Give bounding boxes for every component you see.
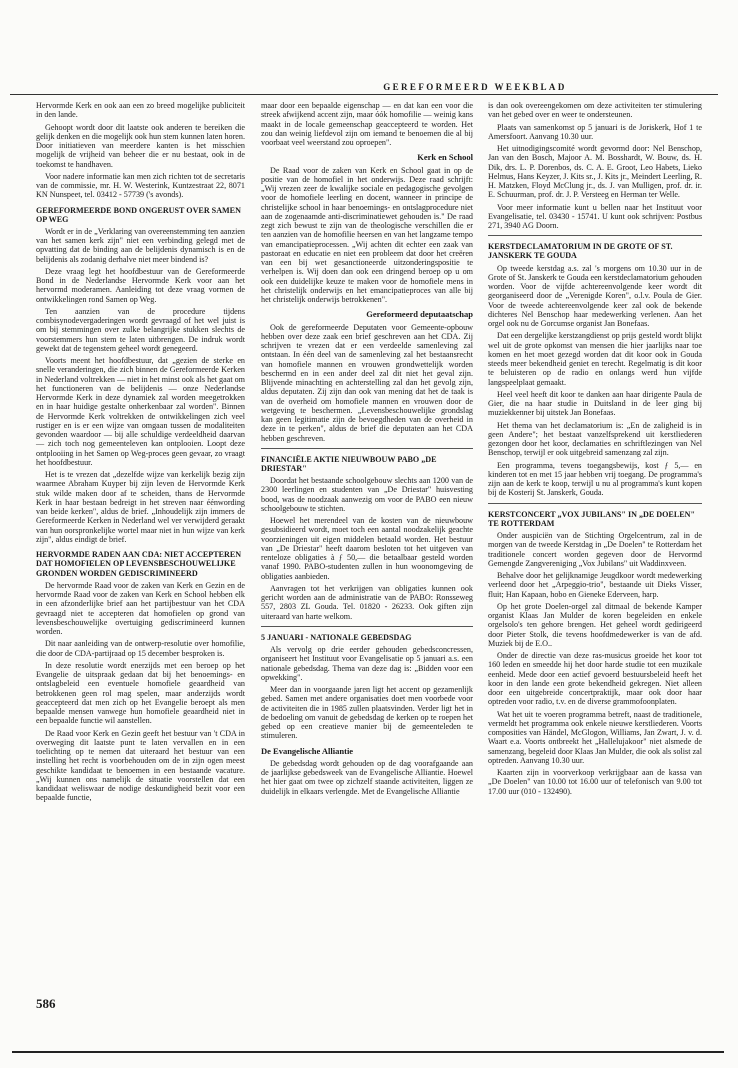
- paragraph: Dit naar aanleiding van de ontwerp-resolutie over homofilie, die door de CDA-partijraad op 15 december besproken is.: [36, 639, 245, 658]
- page-number: 586: [36, 996, 56, 1011]
- paragraph: De Raad voor Kerk en Gezin geeft het bestuur van 't CDA in overweging dit laatste punt te laten vervallen en in een toelichting op te nemen dat uiteraard het bestuur van een instelling het recht is voorbehouden om de in zijn ogen meest geschikte kandidaat te benoemen in een bestaande vacature. „Wij kunnen ons namelijk de situatie voorstellen dat een kandidaat weliswaar de nodige deskundigheid bezit voor een bepaalde functie,: [36, 728, 245, 803]
- paragraph: Onder de directie van deze ras-musicus groeide het koor tot 160 leden en smeedde hij het door harde studie tot een muzikale eenheid. Mede door een actief gevoerd bestuursbeleid heeft het koor in den lande een grote bekendheid gekregen. Niet alleen door een uitgebreide concertpraktijk, maar ook door haar optreden voor radio, t.v. en de diverse grammofoonplaten.: [488, 651, 702, 707]
- paragraph: De Raad voor de zaken van Kerk en School gaat in op de positie van de homofiel in het onderwijs. Deze raad schrijft: „Wij vrezen zeer de kwalijke sociale en pedagogische gevolgen voor de homofiele leerling en docent, wanneer in principe de christelijke school in haar benoemings- en ontslagprocedure niet aan de zogenaamde anti-discriminatiewet gehouden is." De raad zegt zich bewust te zijn van de theologische verschillen die er ten aanzien van de homofilie heersen en van het langzame tempo van emancipatieprocessen. „Wij achten dit echter een zaak van pastoraat en educatie en niet een probleem dat door het creëren van een bij wet gesanctioneerde uitzonderingspositie te verhelpen is. Wij doen dan ook een dringend beroep op u om ook een duidelijke keuze te maken voor de homofiele mens in het christelijk onderwijs en het emancipatieproces van alle bij het christelijk onderwijs betrokkenen".: [261, 165, 473, 304]
- paragraph: Onder auspiciën van de Stichting Orgelcentrum, zal in de morgen van de tweede Kerstdag in „De Doelen" te Rotterdam het traditionele concert worden gegeven door de Hervormd Gemengde Zangvereniging „Vox Jubilans" uit Waddinxveen.: [488, 531, 702, 568]
- paragraph: Heel veel heeft dit koor te danken aan haar dirigente Paula de Gier, die na haar studie in Duitsland in de leer ging bij muziekkenner bij uitstek Jan Bonefaas.: [488, 389, 702, 418]
- subheading: Gereformeerd deputaatschap: [366, 309, 473, 320]
- column-left: [36, 101, 245, 806]
- paragraph: Op het grote Doelen-orgel zal ditmaal de bekende Kamper organist Klaas Jan Mulder de koren begeleiden en enkele orgelsolo's ten gehore brengen. Het geheel wordt gedirigeerd door Pieter Stolk, die tevens hoofdmedewerker is van de afd. Muziek bij de E.O..: [488, 601, 702, 648]
- paragraph: Behalve door het gelijknamige Jeugdkoor wordt medewerking verleend door het „Arpeggio-trio", bestaande uit Dieks Visser, fluit; Han Kapaan, hobo en Gieneke Ederveen, harp.: [488, 571, 702, 599]
- section-heading: GEREFORMEERDE BOND ONGERUST OVER SAMEN OP WEG: [36, 205, 241, 224]
- paragraph: Ook de gereformeerde Deputaten voor Gemeente-opbouw hebben over deze zaak een brief geschreven aan het CDA. Zij schrijven te vrezen dat er een verdeelde samenleving zal ontstaan. In één deel van de samenleving zal het bestaansrecht van homofiele mannen en vrouwen grondwettelijk worden beschermd en in een ander deel zal dit niet het geval zijn. Blijvende minachting en achterstelling zal dan het gevolg zijn, aldus deputaten. Zij zijn dan ook van mening dat het de taak is van de overheid om homofiele mannen en vrouwen door de wetgeving te beschermen. „Levensbeschouwelijke grondslag kan geen legitimatie zijn de bevoegdheden van de overheid in deze in te perken", aldus de brief die deputaten aan het CDA hebben geschreven.: [261, 322, 473, 443]
- column-right: [488, 101, 702, 799]
- section-heading: KERSTCONCERT „VOX JUBILANS" IN „DE DOELEN" TE ROTTERDAM: [488, 509, 695, 528]
- paragraph: Als vervolg op drie eerder gehouden gebedsconcressen, organiseert het Instituut voor Evangelisatie op 5 januari a.s. een nationale gebedsdag. Thema van deze dag is: „Bidden voor een opwekking".: [261, 645, 473, 682]
- paragraph: Het uitnodigingscomité wordt gevormd door: Nel Benschop, Jan van den Bosch, Majoor A. M. Bosshardt, W. Bouw, ds. H. Dik, drs. L. P. Dorenbos, ds. C. A. E. Groot, Leo Habets, Lieko Helmus, Hans Keyzer, J. Kits sr., J. Kits jr., Meindert Leerling, R. H. Matzken, Floyd McClung jr., ds. J. van Mulligen, prof. dr. ir. E. Schuurman, prof. dr. J. P. Versteeg en Herman ter Welle.: [488, 144, 702, 200]
- paragraph: Voorts meent het hoofdbestuur, dat „gezien de sterke en snelle veranderingen, die zich binnen de Gereformeerde Kerken in Nederland voltrekken — niet in het minst ook als het gaat om het functioneren van de belijdenis — onze Nederlandse Hervormde Kerk in deze dynamiek zal worden meegetrokken en in haar huidige gestalte onherkenbaar zal worden". Binnen de Hervormde Kerk voltrekken de ontwikkelingen zich veel rustiger en is er een wijze van omgaan tussen de modaliteiten gevonden waardoor — bij alle schuldige verdeeldheid daarvan — zich toch nog gemeenteleven kan ontplooien. Loopt deze ontplooiing in het Samen op Weg-proces geen gevaar, zo vraagt het hoofdbestuur.: [36, 356, 245, 467]
- paragraph: De gebedsdag wordt gehouden op de dag voorafgaande aan de jaarlijkse gebedsweek van de Evangelische Alliantie. Hoewel het hier gaat om twee op zichzelf staande activiteiten, liggen ze duidelijk in elkaars verlengde. Met de Evangelische Alliantie: [261, 758, 473, 796]
- paragraph: Kaarten zijn in voorverkoop verkrijgbaar aan de kassa van „De Doelen" van 10.00 tot 16.00 uur of telefonisch van 9.00 tot 17.00 uur (010 - 132490).: [488, 768, 702, 796]
- running-header: GEREFORMEERD WEEKBLAD: [383, 82, 567, 92]
- subheading: Kerk en School: [417, 152, 473, 163]
- paragraph: Meer dan in voorgaande jaren ligt het accent op gezamenlijk gebed. Samen met andere organisaties doet men voorbede voor de activiteiten die in 1985 zullen plaatsvinden. Verder ligt het in de bedoeling om vanuit de gebedsdag de kerken op te roepen het gebed op een creatieve manier bij de gemeenteleden te stimuleren.: [261, 685, 473, 741]
- paragraph: Het thema van het declamatorium is: „En de zaligheid is in geen Andere"; het bestaat vanzelfsprekend uit kerstliederen gezongen door het koor, declamaties en schriftlezingen van Nel Benschop, terwijl er ook uitgebreid samenzang zal zijn.: [488, 420, 702, 458]
- section-heading: 5 JANUARI - NATIONALE GEBEDSDAG: [261, 632, 412, 642]
- section-heading: KERSTDECLAMATORIUM IN DE GROTE OF ST. JANSKERK TE GOUDA: [488, 242, 673, 261]
- paragraph: Dat een dergelijke kerstzangdienst op prijs gesteld wordt blijkt wel uit de grote opkomst van mensen die hier jaarlijks naar toe komen en het moet gezegd worden dat dit koor ook in Gouda steeds meer bekendheid geniet en terecht. Regelmatig is dit koor te beluisteren op de radio en onlangs werd hun vijfde langspeelplaat gemaakt.: [488, 331, 702, 387]
- paragraph: Op tweede kerstdag a.s. zal 's morgens om 10.30 uur in de Grote of St. Janskerk te Gouda een kerstdeclamatorium gehouden worden. Voor de vijfde achtereenvolgende keer wordt dit georganiseerd door de „Verenigde Koren", o.l.v. Poula de Gier. Voor de tweede achtereenvolgende keer zal ook de bekende dichteres Nel Benschop haar medewerking verlenen. Aan het orgel ook nu de Gorcumse organist Jan Bonefaas.: [488, 263, 702, 329]
- paragraph: Doordat het bestaande schoolgebouw slechts aan 1200 van de 2300 leerlingen en studenten van „De Driestar" huisvesting bood, was de noodzaak aanwezig om voor de PABO een nieuw schoolgebouw te stichten.: [261, 476, 473, 513]
- paragraph: In deze resolutie wordt enerzijds met een beroep op het Evangelie de uitspraak gedaan dat bij het benoemings- en ontslagbeleid een eventuele homofiele geaardheid van betrokkenen geen rol mag spelen, maar anderzijds wordt geaccepteerd dat men zich op het Evangelie beroept als men bepaalde mensen vanwege hun homofiele geaardheid niet in een bepaalde functie wil aanstellen.: [36, 660, 245, 726]
- paragraph: Hoewel het merendeel van de kosten van de nieuwbouw gesubsidieerd wordt, moet toch een aantal noodzakelijk geachte voorzieningen uit eigen middelen betaald worden. Het bestuur van „De Driestar" heeft daarom besloten tot het uitgeven van renteloze obligaties à ƒ 50,— die betaalbaar gesteld worden vanaf 1990. PABO-studenten zullen in hun woonomgeving de obligaties aanbieden.: [261, 516, 473, 581]
- section-divider: [261, 626, 473, 627]
- paragraph: Hervormde Kerk en ook aan een zo breed mogelijke publiciteit in den lande.: [36, 101, 245, 120]
- section-heading: FINANCIËLE AKTIE NIEUWBOUW PABO „DE DRIESTAR": [261, 454, 437, 473]
- paragraph: maar door een bepaalde eigenschap — en dat kan een voor die streek afwijkend accent zijn, maar óók homofilie — weinig kans maakt in de locale gemeenschap geaccepteerd te worden. Het zou dan weinig liefdevol zijn om iemand te benoemen die al bij voorbaat veel weerstand zou oproepen".: [261, 101, 473, 147]
- section-heading: HERVORMDE RADEN AAN CDA: NIET ACCEPTEREN DAT HOMOFIELEN OP LEVENSBESCHOUWELIJKE GRONDEN WORDEN GEDISCRIMINEERD: [36, 550, 242, 578]
- section-divider: [261, 448, 473, 449]
- paragraph: Het is te vrezen dat „dezelfde wijze van kerkelijk bezig zijn waarmee Abraham Kuyper bij zijn leven de Hervormde Kerk stuk wilde maken door af te scheiden, thans de Hervormde Kerk in haar bestaan bedreigt in het streven naar éénwording van beide kerken", aldus de brief. „Inhoudelijk zijn immers de Gereformeerde Kerken in Nederland wel ver verwijderd geraakt van hun oorspronkelijke wortel maar niet in hun wijze van kerk zijn", aldus eindigt de brief.: [36, 470, 245, 544]
- paragraph: Voor meer informatie kunt u bellen naar het Instituut voor Evangelisatie, tel. 03430 - 15741. U kunt ook schrijven: Postbus 271, 3940 AG Doorn.: [488, 202, 702, 230]
- paragraph: Aanvragen tot het verkrijgen van obligaties kunnen ook gericht worden aan de administratie van de PABO: Ronsseweg 557, 2803 ZL Gouda. Tel. 01820 - 26233. Ook giften zijn uiteraard van harte welkom.: [261, 583, 473, 621]
- paragraph: Deze vraag legt het hoofdbestuur van de Gereformeerde Bond in de Nederlandse Hervormde Kerk voor aan het hervormd moderamen. Aanleiding tot deze vraag vormen de ontwikkelingen rond Samen op Weg.: [36, 266, 245, 304]
- paragraph: Wordt er in de „Verklaring van overeenstemming ten aanzien van het samen kerk zijn" niet een verbinding gelegd met de opvatting dat de binding aan de belijdenis dynamisch is en de belijdenis als zodanig derhalve niet meer bindend is?: [36, 226, 245, 264]
- section-divider: [488, 503, 702, 504]
- paragraph: De hervormde Raad voor de zaken van Kerk en Gezin en de hervormde Raad voor de zaken van Kerk en School hebben elk in een afzonderlijke brief aan het partijbestuur van het CDA gevraagd niet te accepteren dat homofielen op grond van levensbeschouwelijke overtuiging gediscrimineerd kunnen worden.: [36, 580, 245, 637]
- subheading: De Evangelische Alliantie: [261, 745, 354, 756]
- footer-rule: [12, 1051, 724, 1053]
- paragraph: Wat het uit te voeren programma betreft, naast de traditionele, vermeldt het programma ook enkele nieuwe kerstliederen. Voorts composities van Händel, McGlogon, Williams, Jan Zwart, J. v. d. Waart e.a. Voorts ontbreekt het „Hallelujakoor" niet alsmede de samenzang, begeleid door Klaas Jan Mulder, die ook als solist zal optreden. Aanvang 10.30 uur.: [488, 709, 702, 765]
- section-divider: [488, 235, 702, 236]
- column-middle: [261, 101, 473, 799]
- paragraph: Gehoopt wordt door dit laatste ook anderen te bereiken die gelijk denken en die mogelijk ook hun stem kunnen laten horen. Door initiatieven van meerdere kanten is het misschien mogelijk de vrijheid van beheer die er nu bestaat, ook in de toekomst te handhaven.: [36, 122, 245, 169]
- paragraph: Een programma, tevens toegangsbewijs, kost ƒ 5,— en kinderen tot en met 15 jaar hebben vrij toegang. De programma's zijn aan de kerk te koop, terwijl u nu al programma's kunt kopen bij de Kosterij St. Janskerk, Gouda.: [488, 460, 702, 498]
- header-rule: [10, 94, 718, 95]
- paragraph: is dan ook overeengekomen om deze activiteiten ter stimulering van het gebed over en weer te ondersteunen.: [488, 101, 702, 120]
- paragraph: Voor nadere informatie kan men zich richten tot de secretaris van de commissie, mr. H. W. Westerink, Kuntzestraat 22, 8071 KN Nunspeet, tel. 03412 - 57739 ('s avonds).: [36, 171, 245, 200]
- paragraph: Ten aanzien van de procedure tijdens combisynodevergaderingen wordt gevraagd of het wel juist is om bij stemmingen over zulke belangrijke stukken slechts de voorstemmers hun stem te laten uitbrengen. De indruk wordt gewekt dat de tegenstem geheel wordt genegeerd.: [36, 306, 245, 353]
- paragraph: Plaats van samenkomst op 5 januari is de Joriskerk, Hof 1 te Amersfoort. Aanvang 10.30 uur.: [488, 122, 702, 141]
